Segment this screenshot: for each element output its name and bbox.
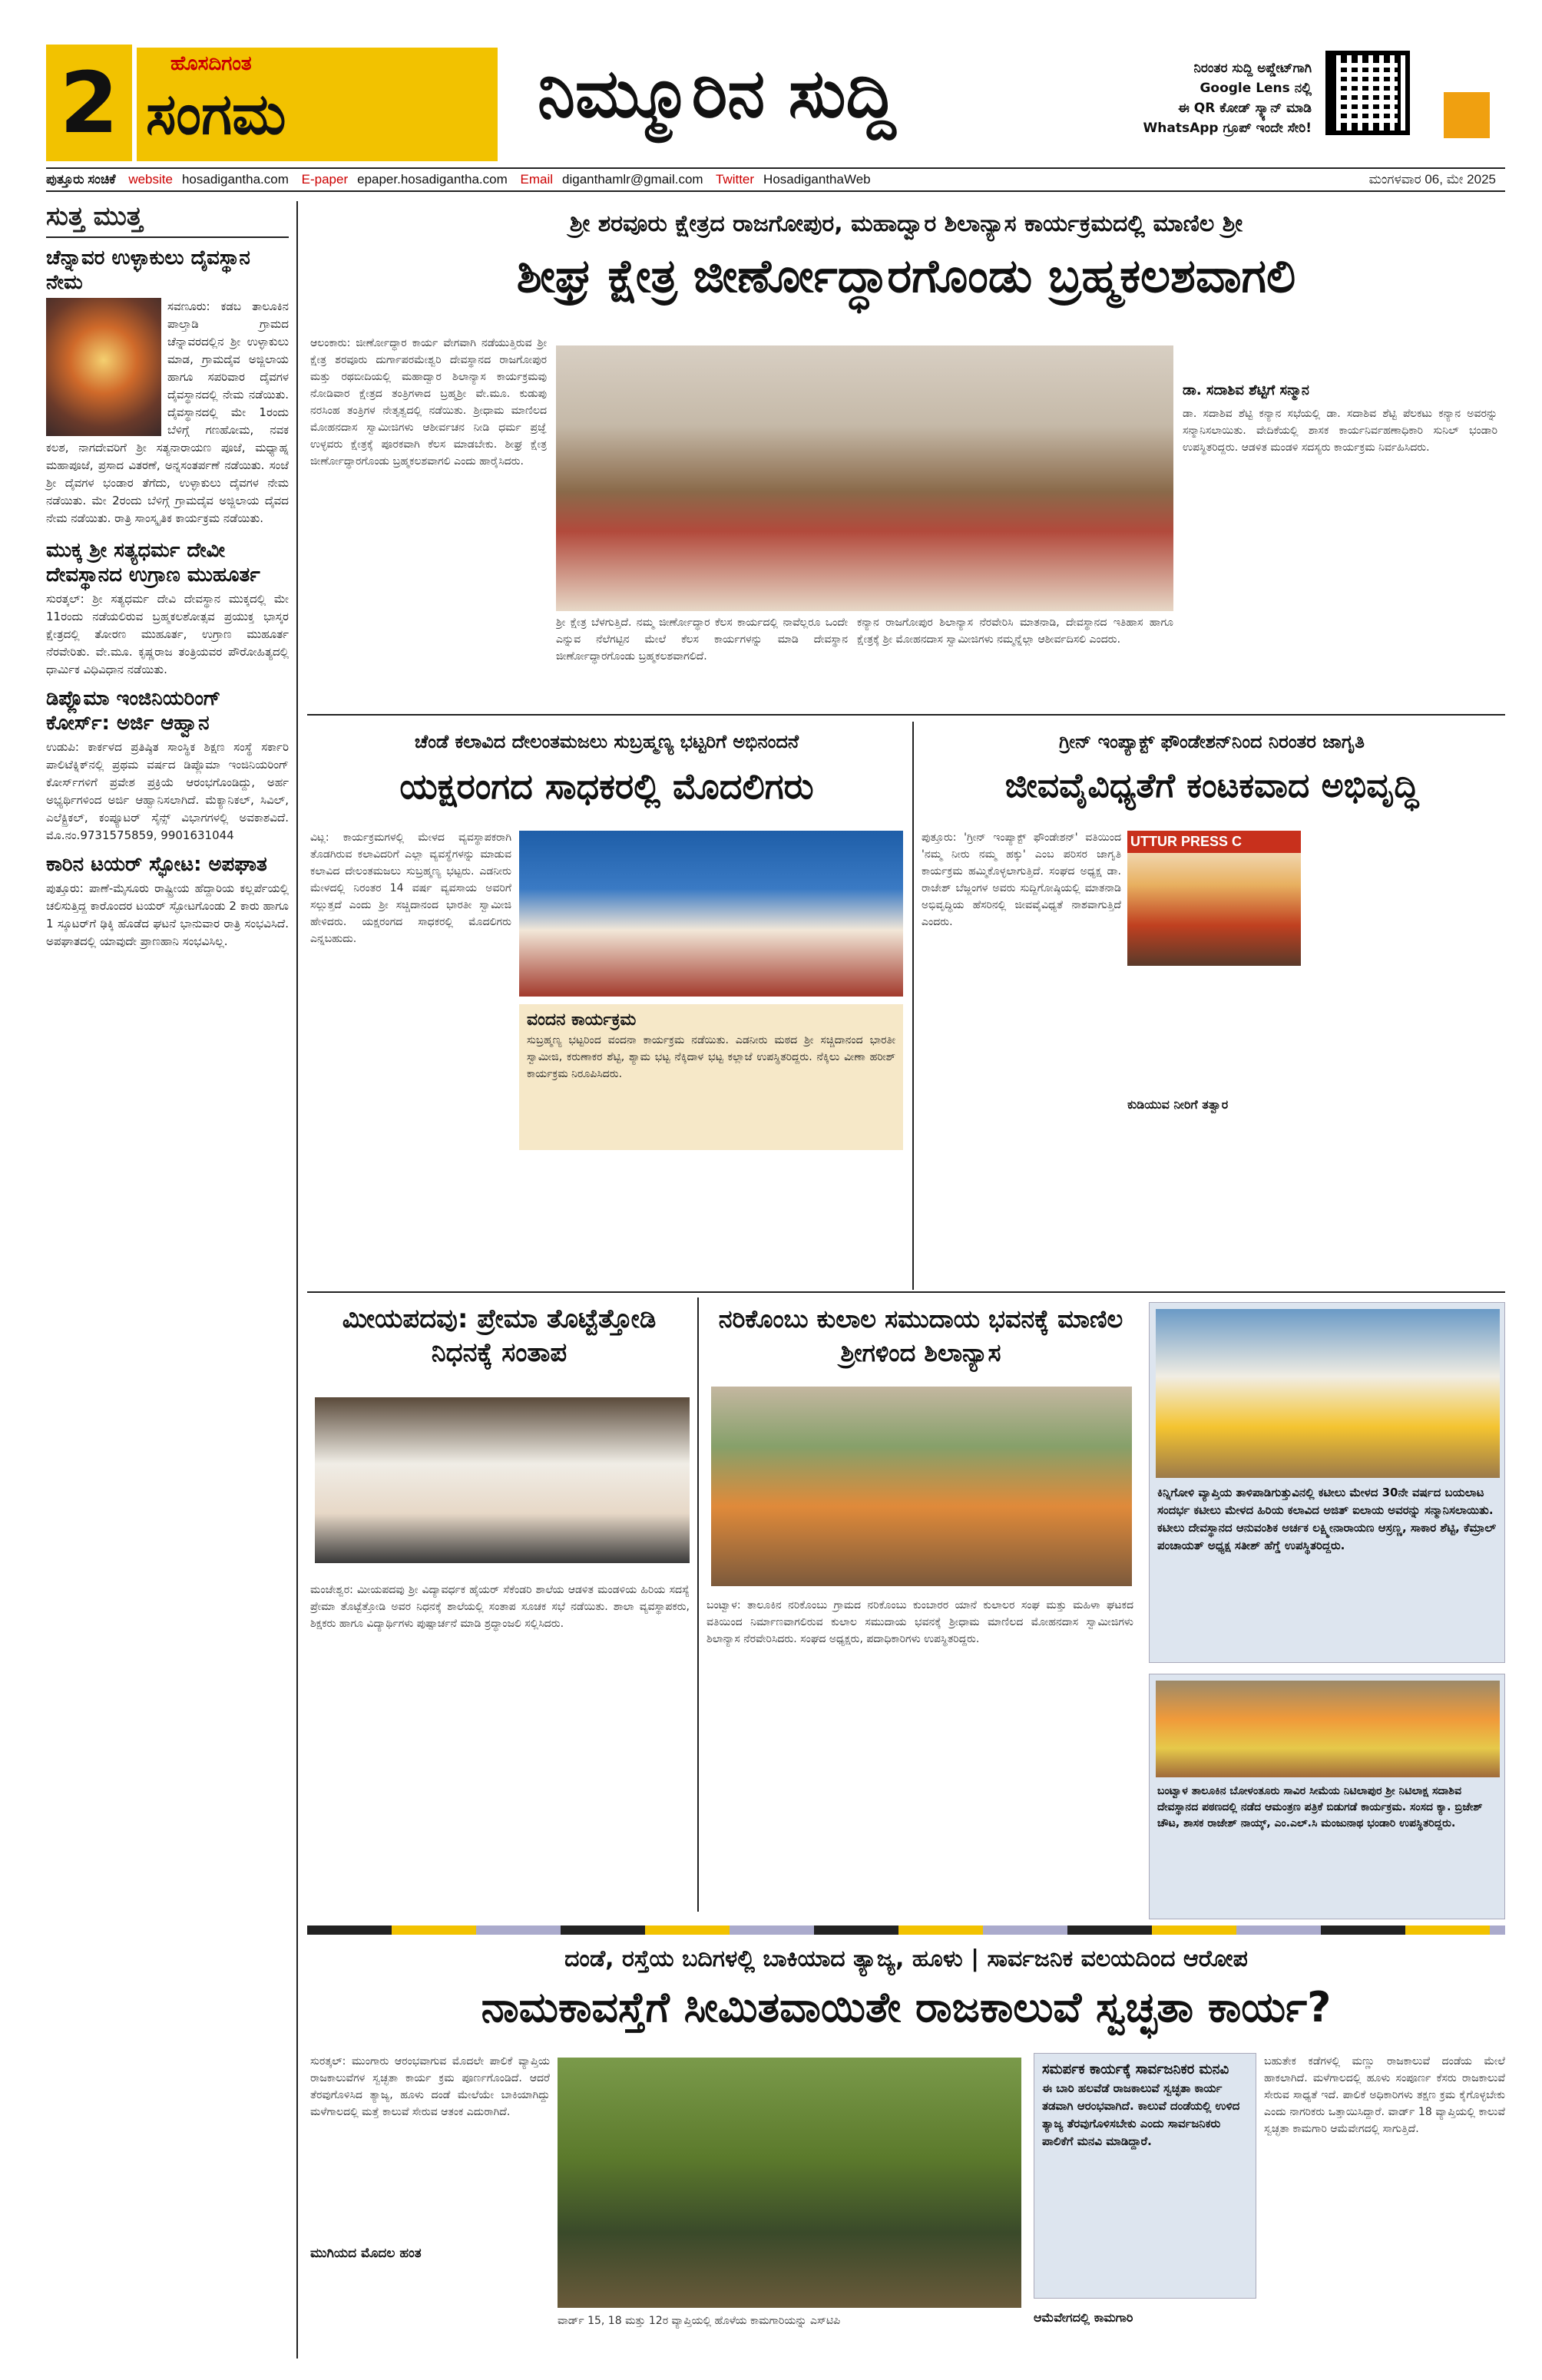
- left-column: [46, 201, 289, 2359]
- lead-headline: ಶೀಘ್ರ ಕ್ಷೇತ್ರ ಜೀರ್ಣೋದ್ಧಾರಗೊಂಡು ಬ್ರಹ್ಮಕಲಶವಾಗಲಿ: [516, 250, 1296, 303]
- column-divider: [296, 201, 298, 2359]
- story3-subhead: ಕುಡಿಯುವ ನೀರಿಗೆ ತತ್ವಾರ: [1127, 1097, 1229, 1112]
- twitter-label: Twitter: [715, 172, 755, 187]
- lead-body-right: ಡಾ. ಸದಾಶಿವ ಶೆಟ್ಟಿ ಕನ್ಯಾನ ಸಭೆಯಲ್ಲಿ ಡಾ. ಸದಾಶಿವ ಶೆಟ್ಟಿ ಪೆಲಕಟು ಕನ್ಯಾನ ಅವರನ್ನು ಸನ್ಮಾನಿಸಲಾಯಿತು. ವೇದಿಕೆಯಲ್ಲಿ ಶಾಸಕ ಕಾರ್ಯನಿರ್ವಹಣಾಧಿಕಾರಿ ಸುನಿಲ್ ಭಂಡಾರಿ ಉಪಸ್ಥಿತರಿದ್ದರು. ಆಡಳಿತ ಮಂಡಳಿ ಸದಸ್ಯರು ಕಾರ್ಯಕ್ರಮ ನಿರ್ವಹಿಸಿದರು.: [1183, 408, 1497, 454]
- story5-body: ಬಂಟ್ವಾಳ: ತಾಲೂಕಿನ ನರಿಕೊಂಬು ಗ್ರಾಮದ ನರಿಕೊಂಬು ಕುಂಬಾರರ ಯಾನೆ ಕುಲಾಲರ ಸಂಘ ಮತ್ತು ಮಹಿಳಾ ಘಟಕದ ವತಿಯಿಂದ ನಿರ್ಮಾಣವಾಗಲಿರುವ ಕುಲಾಲ ಸಮುದಾಯ ಭವನಕ್ಕೆ ಶ್ರೀಧಾಮ ಮಾಣಿಲದ ಮೋಹನದಾಸ ಸ್ವಾಮೀಜಿಗಳು ಶಿಲಾನ್ಯಾಸ ನೆರವೇರಿಸಿದರು. ಸಂಘದ ಅಧ್ಯಕ್ಷರು, ಪದಾಧಿಕಾರಿಗಳು ಉಪಸ್ಥಿತರಿದ್ದರು.: [706, 1599, 1133, 1645]
- qr-promo: [1112, 58, 1312, 138]
- website-label: website: [128, 172, 173, 187]
- color-bar: [307, 1925, 1505, 1935]
- bottom-body-left-2: [310, 2265, 550, 2357]
- photo-box-1: [1149, 1302, 1505, 1663]
- bottom-headline: ನಾಮಕಾವಸ್ತೆಗೆ ಸೀಮಿತವಾಯಿತೇ ರಾಜಕಾಲುವೆ ಸ್ವಚ್ಛತಾ ಕಾರ್ಯ?: [481, 1983, 1332, 2031]
- page-number: 2: [46, 45, 132, 161]
- deity-photo: [46, 298, 161, 436]
- drain-photo-caption: ವಾರ್ಡ್ 15, 18 ಮತ್ತು 12ರ ವ್ಯಾಪ್ತಿಯಲ್ಲಿ ಹೊಳೆಯ ಕಾಮಗಾರಿಯನ್ನು ಎಸ್‌ಟಿಪಿ: [558, 2315, 841, 2327]
- edition-label: ಪುತ್ತೂರು ಸಂಚಿಕೆ: [46, 172, 116, 187]
- issue-date: ಮಂಗಳವಾರ 06, ಮೇ 2025: [1369, 169, 1496, 190]
- drain-photo: [558, 2058, 1021, 2308]
- brand-name: ಸಂಗಮ: [146, 81, 286, 147]
- photo-box-1-caption: ಕಿನ್ನಿಗೋಳಿ ವ್ಯಾಪ್ತಿಯ ತಾಳಿಪಾಡಿಗುತ್ತುವಿನಲ್ಲಿ ಕಟೀಲು ಮೇಳದ 30ನೇ ವರ್ಷದ ಬಯಲಾಟ ಸಂದರ್ಭ ಕಟೀಲು ಮೇಳದ ಹಿರಿಯ ಕಲಾವಿದ ಅಜಿತ್ ಐಲಾಯ ಅವರನ್ನು ಸನ್ಮಾನಿಸಲಾಯಿತು. ಕಟೀಲು ದೇವಸ್ಥಾನದ ಆನುವಂಶಿಕ ಅರ್ಚಕ ಲಕ್ಷ್ಮೀನಾರಾಯಣ ಆಸ್ರಣ್ಣ, ಸಾಕಾರ ಶೆಟ್ಟಿ, ಕೆಮ್ರಾಲ್ ಪಂಚಾಯತ್ ಅಧ್ಯಕ್ಷ ಸತೀಶ್ ಹೆಗ್ಡೆ ಉಪಸ್ಥಿತರಿದ್ದರು.: [1157, 1486, 1497, 1552]
- story4-headline: ಮೀಯಪದವು: ಪ್ರೇಮಾ ತೊಟ್ಟೆತ್ತೋಡಿ ನಿಧನಕ್ಕೆ ಸಂತಾಪ: [342, 1304, 657, 1368]
- story5-photo: [711, 1387, 1132, 1586]
- lead-photo: [556, 345, 1173, 611]
- accent-box: [1444, 92, 1490, 138]
- felicitation-photo: [1156, 1309, 1500, 1478]
- story4-photo: [315, 1397, 690, 1563]
- story3-headline: ಜೀವವೈವಿಧ್ಯತೆಗೆ ಕಂಟಕವಾದ ಅಭಿವೃದ್ಧಿ: [1004, 766, 1419, 805]
- bottom-kicker: ದಂಡೆ, ರಸ್ತೆಯ ಬದಿಗಳಲ್ಲಿ ಬಾಕಿಯಾದ ತ್ಯಾಜ್ಯ, ಹೂಳು | ಸಾರ್ವಜನಿಕ ವಲಯದಿಂದ ಆರೋಪ: [564, 1945, 1248, 1972]
- divider: [307, 714, 1505, 716]
- story3-body: ಪುತ್ತೂರು: 'ಗ್ರೀನ್ ಇಂಪ್ಯಾಕ್ಟ್ ಫೌಂಡೇಶನ್' ವತಿಯಿಂದ 'ನಮ್ಮ ನೀರು ನಮ್ಮ ಹಕ್ಕು' ಎಂಬ ಪರಿಸರ ಜಾಗೃತಿ ಕಾರ್ಯಕ್ರಮ ಹಮ್ಮಿಕೊಳ್ಳಲಾಗುತ್ತಿದೆ. ಸಂಘದ ಅಧ್ಯಕ್ಷ ಡಾ. ರಾಜೇಶ್ ಬೆಜ್ಜಂಗಳ ಅವರು ಸುದ್ದಿಗೋಷ್ಠಿಯಲ್ಲಿ ಮಾತನಾಡಿ ಅಭಿವೃದ್ಧಿಯ ಹೆಸರಿನಲ್ಲಿ ಜೀವವೈವಿಧ್ಯತೆ ನಾಶವಾಗುತ್ತಿದೆ ಎಂದರು.: [922, 831, 1121, 928]
- story4-body: ಮಂಜೇಶ್ವರ: ಮೀಯಪದವು ಶ್ರೀ ವಿದ್ಯಾವರ್ಧಕ ಹೈಯರ್ ಸೆಕೆಂಡರಿ ಶಾಲೆಯ ಆಡಳಿತ ಮಂಡಳಿಯ ಹಿರಿಯ ಸದಸ್ಯೆ ಪ್ರೇಮಾ ತೊಟ್ಟೆತ್ತೋಡಿ ಅವರ ನಿಧನಕ್ಕೆ ಶಾಲೆಯಲ್ಲಿ ಸಂತಾಪ ಸೂಚಕ ಸಭೆ ನಡೆಯಿತು. ಶಾಲಾ ವ್ಯವಸ್ಥಾಪಕರು, ಶಿಕ್ಷಕರು ಹಾಗೂ ವಿದ್ಯಾರ್ಥಿಗಳು ಪುಷ್ಪಾರ್ಚನೆ ಮಾಡಿ ಶ್ರದ್ಧಾಂಜಲಿ ಸಲ್ಲಿಸಿದರು.: [310, 1584, 690, 1630]
- qr-line: WhatsApp ಗ್ರೂಪ್ ಇಂದೇ ಸೇರಿ!: [1143, 121, 1312, 136]
- rangoli-photo: [1156, 1681, 1500, 1777]
- website-link[interactable]: hosadigantha.com: [181, 172, 289, 187]
- lead-body-left: ಆಲಂಕಾರು: ಜೀರ್ಣೋದ್ಧಾರ ಕಾರ್ಯ ವೇಗವಾಗಿ ನಡೆಯುತ್ತಿರುವ ಶ್ರೀ ಕ್ಷೇತ್ರ ಶರವೂರು ದುರ್ಗಾಪರಮೇಶ್ವರಿ ದೇವಸ್ಥಾನದ ರಾಜಗೋಪುರ ಮತ್ತು ರಥಬೀದಿಯಲ್ಲಿ ಮಹಾದ್ವಾರ ಶಿಲಾನ್ಯಾಸ ಕಾರ್ಯಕ್ರಮವು ನೋಡಿವಾರ ಕ್ಷೇತ್ರದ ತಂತ್ರಿಗಳಾದ ಬ್ರಹ್ಮಶ್ರೀ ವೇ.ಮೂ. ಕುಡುಪು ನರಸಿಂಹ ತಂತ್ರಿಗಳ ನೇತೃತ್ವದಲ್ಲಿ ನಡೆಯಿತು. ಶ್ರೀಧಾಮ ಮಾಣಿಲದ ಮೋಹನದಾಸ ಸ್ವಾಮೀಜಿಗಳು ಆಶೀರ್ವಚನ ನೀಡಿ ಧರ್ಮ ಪ್ರಜ್ಞೆ ಉಳ್ಳವರು ಕ್ಷೇತ್ರಕ್ಕೆ ಪೂರಕವಾಗಿ ಕೆಲಸ ಮಾಡಬೇಕು. ಶೀಘ್ರ ಕ್ಷೇತ್ರ ಜೀರ್ಣೋದ್ಧಾರಗೊಂಡು ಬ್ರಹ್ಮಕಲಶವಾಗಲಿ ಎಂದು ಹಾರೈಸಿದರು.: [310, 337, 547, 468]
- brief-body: ಸವಣೂರು: ಕಡಬ ತಾಲೂಕಿನ ಪಾಲ್ತಾಡಿ ಗ್ರಾಮದ ಚೆನ್ನಾವರದಲ್ಲಿನ ಶ್ರೀ ಉಳ್ಳಾಕುಲು ಮಾಡ, ಗ್ರಾಮದೈವ ಅಜ್ಜಿಲಾಯ ಹಾಗೂ ಸಪರಿವಾರ ದೈವಗಳ ದೈವಸ್ಥಾನದಲ್ಲಿ ನೇಮ ನಡೆಯಿತು. ದೈವಸ್ಥಾನದಲ್ಲಿ ಮೇ 1ರಂದು ಬೆಳಿಗ್ಗೆ ಗಣಹೋಮ, ನವಕ ಕಲಶ, ನಾಗದೇವರಿಗೆ ಶ್ರೀ ಸತ್ಯನಾರಾಯಣ ಪೂಜೆ, ಮಧ್ಯಾಹ್ನ ಮಹಾಪೂಜೆ, ಪ್ರಸಾದ ವಿತರಣೆ, ಅನ್ನಸಂತರ್ಪಣೆ ನಡೆಯಿತು. ಸಂಜೆ ಶ್ರೀ ದೈವಗಳ ಭಂಡಾರ ತೆಗೆದು, ಉಳ್ಳಾಕುಲು ದೈವಗಳ ನೇಮ ನಡೆಯಿತು. ಮೇ 2ರಂದು ಬೆಳಿಗ್ಗೆ ಗ್ರಾಮದೈವ ಅಜ್ಜಿಲಾಯ ದೈವದ ನೇಮ ನಡೆಯಿತು. ರಾತ್ರಿ ಸಾಂಸ್ಕೃತಿಕ ಕಾರ್ಯಕ್ರಮ ನಡೆಯಿತು.: [46, 299, 289, 525]
- epaper-link[interactable]: epaper.hosadigantha.com: [357, 172, 508, 187]
- divider: [307, 1291, 1505, 1293]
- lead-kicker: ಶ್ರೀ ಶರವೂರು ಕ್ಷೇತ್ರದ ರಾಜಗೋಪುರ, ಮಹಾದ್ವಾರ ಶಿಲಾನ್ಯಾಸ ಕಾರ್ಯಕ್ರಮದಲ್ಲಿ ಮಾಣಿಲ ಶ್ರೀ: [569, 210, 1243, 237]
- brief-body: ಉಡುಪಿ: ಕಾರ್ಕಳದ ಪ್ರತಿಷ್ಠಿತ ಸಾಂಸ್ಥಿಕ ಶಿಕ್ಷಣ ಸಂಸ್ಥೆ ಸರ್ಕಾರಿ ಪಾಲಿಟೆಕ್ನಿಕ್‌ನಲ್ಲಿ ಪ್ರಥಮ ವರ್ಷದ ಡಿಪ್ಲೊಮಾ ಇಂಜಿನಿಯರಿಂಗ್ ಕೋರ್ಸ್‌ಗಳಿಗೆ ಪ್ರವೇಶ ಪ್ರಕ್ರಿಯೆ ಆರಂಭಗೊಂಡಿದ್ದು, ಅರ್ಹ ಅಭ್ಯರ್ಥಿಗಳಿಂದ ಅರ್ಜಿ ಆಹ್ವಾನಿಸಲಾಗಿದೆ. ಮೆಕ್ಯಾನಿಕಲ್, ಸಿವಿಲ್, ಎಲೆಕ್ಟ್ರಿಕಲ್, ಕಂಪ್ಯೂಟರ್ ಸೈನ್ಸ್ ವಿಭಾಗಗಳಲ್ಲಿ ಅವಕಾಶವಿದೆ. ಮೊ.ನಂ.9731575859, 9901631044: [46, 740, 289, 842]
- email-link[interactable]: diganthamlr@gmail.com: [562, 172, 703, 187]
- bottom-box-title: ಸಮರ್ಪಕ ಕಾರ್ಯಕ್ಕೆ ಸಾರ್ವಜನಿಕರ ಮನವಿ: [1042, 2061, 1229, 2078]
- lead-subhead: ಡಾ. ಸದಾಶಿವ ಶೆಟ್ಟಿಗೆ ಸನ್ಮಾನ: [1183, 382, 1309, 398]
- brand-logo: [137, 48, 498, 161]
- story2-headline: ಯಕ್ಷರಂಗದ ಸಾಧಕರಲ್ಲಿ ಮೊದಲಿಗರು: [399, 765, 814, 807]
- lead-body-mid: ಕನ್ಯಾನ ರಾಜಗೋಪುರ ಶಿಲಾನ್ಯಾಸ ನೆರವೇರಿಸಿ ಮಾತನಾಡಿ, ದೇವಸ್ಥಾನದ ಇತಿಹಾಸ ಹಾಗೂ ಕ್ಷೇತ್ರಕ್ಕೆ ಶ್ರೀ ಮೋಹನದಾಸ ಸ್ವಾಮೀಜಿಗಳು ನಮ್ಮನ್ನೆಲ್ಲಾ ಆಶೀರ್ವದಿಸಲಿ ಎಂದರು.: [857, 616, 1173, 646]
- twitter-link[interactable]: HosadiganthaWeb: [763, 172, 871, 187]
- bottom-body-left: ಸುರತ್ಕಲ್: ಮುಂಗಾರು ಆರಂಭವಾಗುವ ಮೊದಲೇ ಪಾಲಿಕೆ ವ್ಯಾಪ್ತಿಯ ರಾಜಕಾಲುವೆಗಳ ಸ್ವಚ್ಛತಾ ಕಾರ್ಯ ಕ್ರಮ ಪೂರ್ಣಗೊಂಡಿದೆ. ಆದರೆ ತೆರವುಗೊಳಿಸಿದ ತ್ಯಾಜ್ಯ, ಹೂಳು ದಂಡೆ ಮೇಲೆಯೇ ಬಾಕಿಯಾಗಿದ್ದು ಮಳೆಗಾಲದಲ್ಲಿ ಮತ್ತೆ ಕಾಲುವೆ ಸೇರುವ ಆತಂಕ ಎದುರಾಗಿದೆ.: [310, 2055, 550, 2118]
- vertical-divider: [697, 1297, 699, 1912]
- brand-top: ಹೊಸದಿಗಂತ: [170, 52, 252, 75]
- story2-box-body: ಸುಬ್ರಹ್ಮಣ್ಯ ಭಟ್ಟರಿಂದ ವಂದನಾ ಕಾರ್ಯಕ್ರಮ ನಡೆಯಿತು. ಎಡನೀರು ಮಠದ ಶ್ರೀ ಸಚ್ಚಿದಾನಂದ ಭಾರತೀ ಸ್ವಾಮೀಜಿ, ಕರುಣಾಕರ ಶೆಟ್ಟಿ, ಶ್ಯಾಮ ಭಟ್ಟ ನೆಕ್ಕಿದಾಳ ಭಟ್ಟ ಕಲ್ಲಾಜೆ ಉಪಸ್ಥಿತರಿದ್ದರು. ನೆಕ್ಕಿಲು ವೀಣಾ ಹರೀಶ್ ಕಾರ್ಯಕ್ರಮ ನಿರೂಪಿಸಿದರು.: [527, 1034, 895, 1080]
- epaper-label: E-paper: [301, 172, 349, 187]
- story2-box-title: ವಂದನ ಕಾರ್ಯಕ್ರಮ: [527, 1010, 637, 1030]
- qr-line: Google Lens ನಲ್ಲಿ: [1200, 81, 1312, 96]
- bottom-body-right: ಬಹುತೇಕ ಕಡೆಗಳಲ್ಲಿ ಮಣ್ಣು ರಾಜಕಾಲುವೆ ದಂಡೆಯ ಮೇಲೆ ಹಾಕಲಾಗಿದೆ. ಮಳೆಗಾಲದಲ್ಲಿ ಹೂಳು ಸಂಪೂರ್ಣ ಕೆಸರು ರಾಜಕಾಲುವೆ ಸೇರುವ ಸಾಧ್ಯತೆ ಇದೆ. ಪಾಲಿಕೆ ಅಧಿಕಾರಿಗಳು ತಕ್ಷಣ ಕ್ರಮ ಕೈಗೊಳ್ಳಬೇಕು ಎಂದು ನಾಗರಿಕರು ಒತ್ತಾಯಿಸಿದ್ದಾರೆ. ವಾರ್ಡ್ 18 ವ್ಯಾಪ್ತಿಯಲ್ಲಿ ಕಾಲುವೆ ಸ್ವಚ್ಛತಾ ಕಾಮಗಾರಿ ಆಮೆವೇಗದಲ್ಲಿ ಸಾಗುತ್ತಿದೆ.: [1264, 2055, 1505, 2135]
- brief-body: ಸುರತ್ಕಲ್: ಶ್ರೀ ಸತ್ಯಧರ್ಮ ದೇವಿ ದೇವಸ್ಥಾನ ಮುಕ್ಕದಲ್ಲಿ ಮೇ 11ರಂದು ನಡೆಯಲಿರುವ ಬ್ರಹ್ಮಕಲಶೋತ್ಸವ ಪ್ರಯುಕ್ತ ಭಾಸ್ಕರ ಕ್ಷೇತ್ರದಲ್ಲಿ ತೋರಣ ಮುಹೂರ್ತ, ಉಗ್ರಾಣ ಮುಹೂರ್ತ ನೆರವೇರಿತು. ವೇ.ಮೂ. ಕೃಷ್ಣರಾಜ ತಂತ್ರಿಯವರ ಪೌರೋಹಿತ್ಯದಲ್ಲಿ ಧಾರ್ಮಿಕ ವಿಧಿವಿಧಾನ ನಡೆಯಿತು.: [46, 592, 289, 676]
- lead-caption: ಶ್ರೀ ಕ್ಷೇತ್ರ ಬೆಳಗುತ್ತಿದೆ. ನಮ್ಮ ಜೀರ್ಣೋದ್ಧಾರ ಕೆಲಸ ಕಾರ್ಯದಲ್ಲಿ ನಾವೆಲ್ಲರೂ ಒಂದೇ ಎನ್ನುವ ನೆಲೆಗಟ್ಟಿನ ಮೇಲೆ ಕೆಲಸ ಕಾರ್ಯಗಳನ್ನು ಮಾಡಿ ದೇವಸ್ಥಾನ ಜೀರ್ಣೋದ್ಧಾರಗೊಂಡು ಬ್ರಹ್ಮಕಲಶವಾಗಲಿದೆ.: [556, 616, 848, 663]
- masthead: [46, 45, 1505, 161]
- photo-sign: UTTUR PRESS C: [1127, 831, 1301, 853]
- bottom-subhead-right: ಆಮೆವೇಗದಲ್ಲಿ ಕಾಮಗಾರಿ: [1034, 2310, 1133, 2325]
- story3-photo: [1127, 831, 1301, 966]
- story2-kicker: ಚೆಂಡೆ ಕಲಾವಿದ ದೇಲಂತಮಜಲು ಸುಬ್ರಹ್ಮಣ್ಯ ಭಟ್ಟರಿಗೆ ಅಭಿನಂದನೆ: [414, 731, 799, 752]
- page-title: ನಿಮ್ಮೂರಿನ ಸುದ್ದಿ: [538, 54, 896, 133]
- brief-body: ಪುತ್ತೂರು: ಪಾಣೆ-ಮೈಸೂರು ರಾಷ್ಟ್ರೀಯ ಹೆದ್ದಾರಿಯ ಕಲ್ಲರ್ಪೆಯಲ್ಲಿ ಚಲಿಸುತ್ತಿದ್ದ ಕಾರೊಂದರ ಟಯರ್ ಸ್ಫೋಟಗೊಂಡು 2 ಕಾರು ಹಾಗೂ 1 ಸ್ಕೂಟರ್‌ಗೆ ಢಿಕ್ಕಿ ಹೊಡೆದ ಘಟನೆ ಭಾನುವಾರ ರಾತ್ರಿ ಸಂಭವಿಸಿದೆ. ಅಪಘಾತದಲ್ಲಿ ಯಾವುದೇ ಪ್ರಾಣಹಾನಿ ಸಂಭವಿಸಿಲ್ಲ.: [46, 881, 289, 948]
- story3-kicker: ಗ್ರೀನ್ ಇಂಪ್ಯಾಕ್ಟ್ ಫೌಂಡೇಶನ್‌ನಿಂದ ನಿರಂತರ ಜಾಗೃತಿ: [1059, 731, 1365, 752]
- photo-box-2-caption: ಬಂಟ್ವಾಳ ತಾಲೂಕಿನ ಬೋಳಂತೂರು ಸಾವಿರ ಸೀಮೆಯ ನಿಟಿಲಾಪುರ ಶ್ರೀ ನಿಟಿಲಾಕ್ಷ ಸದಾಶಿವ ದೇವಸ್ಥಾನದ ಪಠಣದಲ್ಲಿ ನಡೆದ ಆಮಂತ್ರಣ ಪತ್ರಿಕೆ ಬಿಡುಗಡೆ ಕಾರ್ಯಕ್ರಮ. ಸಂಸದ ಕ್ಯಾ. ಬ್ರಿಜೇಶ್ ಚೌಟ, ಶಾಸಕ ರಾಜೇಶ್ ನಾಯ್ಕ್, ಎಂ.ಎಲ್.ಸಿ ಮಂಜುನಾಥ ಭಂಡಾರಿ ಉಪಸ್ಥಿತರಿದ್ದರು.: [1157, 1785, 1483, 1830]
- story2-photo: [519, 831, 903, 997]
- bottom-box-body: ಈ ಬಾರಿ ಹಲವೆಡೆ ರಾಜಕಾಲುವೆ ಸ್ವಚ್ಛತಾ ಕಾರ್ಯ ತಡವಾಗಿ ಆರಂಭವಾಗಿದೆ. ಕಾಲುವೆ ದಂಡೆಯಲ್ಲಿ ಉಳಿದ ತ್ಯಾಜ್ಯ ತೆರವುಗೊಳಿಸಬೇಕು ಎಂದು ಸಾರ್ವಜನಿಕರು ಪಾಲಿಕೆಗೆ ಮನವಿ ಮಾಡಿದ್ದಾರೆ.: [1042, 2081, 1240, 2148]
- email-label: Email: [520, 172, 554, 187]
- brief-title: ಮುಕ್ಕ ಶ್ರೀ ಸತ್ಯಧರ್ಮ ದೇವೀ ದೇವಸ್ಥಾನದ ಉಗ್ರಾಣ ಮುಹೂರ್ತ: [46, 539, 260, 587]
- brief-title: ಕಾರಿನ ಟಯರ್ ಸ್ಫೋಟ: ಅಪಘಾತ: [46, 853, 267, 876]
- qr-code-icon[interactable]: [1325, 51, 1410, 135]
- section-label: ಸುತ್ತ ಮುತ್ತ: [46, 201, 289, 238]
- brief-title: ಡಿಪ್ಲೊಮಾ ಇಂಜಿನಿಯರಿಂಗ್ ಕೋರ್ಸ್: ಅರ್ಜಿ ಆಹ್ವಾನ: [46, 687, 221, 735]
- photo-box-2: [1149, 1674, 1505, 1919]
- vertical-divider: [912, 722, 914, 1290]
- qr-line: ಈ QR ಕೋಡ್ ಸ್ಕ್ಯಾನ್ ಮಾಡಿ: [1178, 101, 1312, 116]
- info-bar: [46, 167, 1505, 192]
- bottom-box: [1034, 2053, 1256, 2299]
- qr-line: ನಿರಂತರ ಸುದ್ದಿ ಅಪ್ಡೇಟ್‌ಗಾಗಿ: [1193, 61, 1312, 76]
- story2-box: [519, 1004, 903, 1150]
- bottom-subhead-left: ಮುಗಿಯದ ಮೊದಲ ಹಂತ: [310, 2246, 422, 2261]
- story3-body-right: [1310, 829, 1505, 1274]
- brief-title: ಚೆನ್ನಾವರ ಉಳ್ಳಾಕುಲು ದೈವಸ್ಥಾನ ನೇಮ: [46, 246, 250, 294]
- story2-body: ವಿಟ್ಲ: ಕಾರ್ಯಕ್ರಮಗಳಲ್ಲಿ ಮೇಳದ ವ್ಯವಸ್ಥಾಪಕರಾಗಿ ತೊಡಗಿರುವ ಕಲಾವಿದರಿಗೆ ಎಲ್ಲಾ ವ್ಯವಸ್ಥೆಗಳನ್ನು ಮಾಡುವ ಕಲಾವಿದ ದೇಲಂತಮಜಲು ಸುಬ್ರಹ್ಮಣ್ಯ ಭಟ್ಟರು. ಎಡನೀರು ಮೇಳದಲ್ಲಿ ನಿರಂತರ 14 ವರ್ಷ ವ್ಯವಸಾಯ ಅವರಿಗೆ ಸಲ್ಲುತ್ತದೆ ಎಂದು ಶ್ರೀ ಸಚ್ಚಿದಾನಂದ ಭಾರತೀ ಸ್ವಾಮೀಜಿ ಹೇಳಿದರು. ಯಕ್ಷರಂಗದ ಸಾಧಕರಲ್ಲಿ ಮೊದಲಿಗರು ಎನ್ನಬಹುದು.: [310, 831, 511, 945]
- story5-headline: ನರಿಕೊಂಬು ಕುಲಾಲ ಸಮುದಾಯ ಭವನಕ್ಕೆ ಮಾಣಿಲ ಶ್ರೀಗಳಿಂದ ಶಿಲಾನ್ಯಾಸ: [718, 1304, 1123, 1367]
